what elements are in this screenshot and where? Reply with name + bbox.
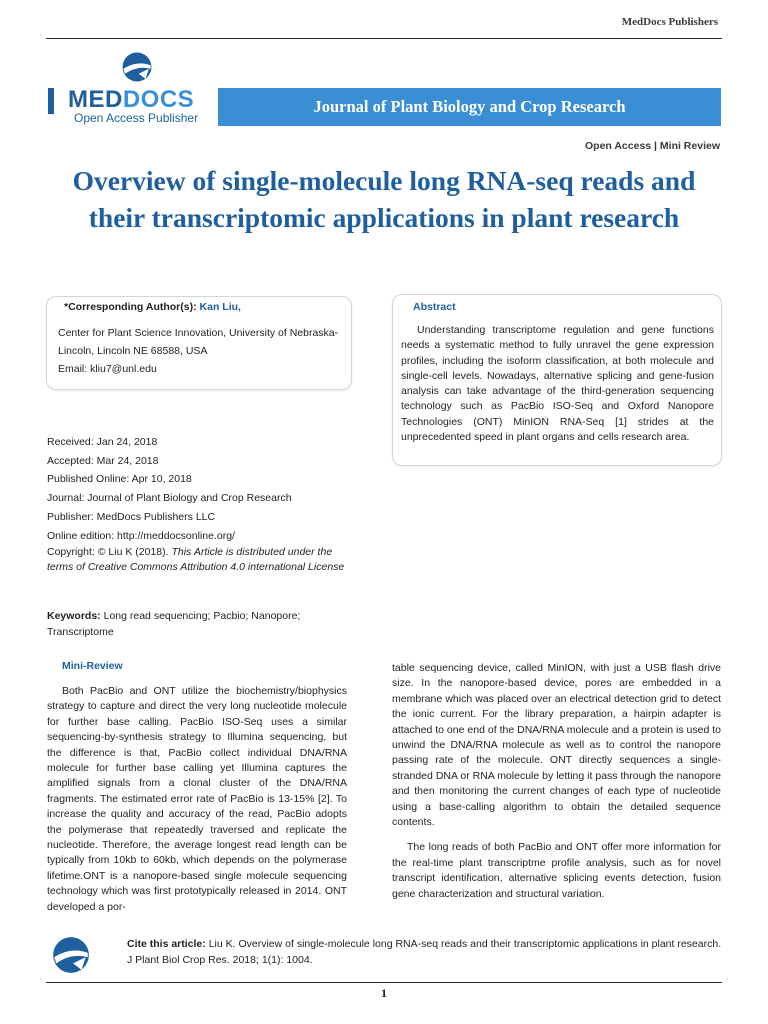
article-metadata xyxy=(47,433,347,575)
body-paragraph xyxy=(392,840,721,902)
abstract-heading: Abstract xyxy=(413,301,456,313)
article-title: Overview of single-molecule long RNA-seq reads and their transcriptomic applications in plant research xyxy=(72,165,696,233)
citation-text: Liu K. Overview of single-molecule long RNA-seq reads and their transcriptomic applications in plant research. J Plant Biol Crop Res. 2018; 1(1): 1004. xyxy=(127,938,722,966)
logo-tagline: Open Access Publisher xyxy=(74,111,199,125)
abstract-box xyxy=(392,294,722,466)
body-paragraph-text: Both PacBio and ONT utilize the biochemistry/biophysics strategy to capture and direct the very long nucleotide molecule for further base calling. PacBio ISO-Seq uses a similar sequencing-by-synthesis strategy to Illumina sequencing, but the difference is that, PacBio collect individual DNA/RNA molecule for further base calling yet Illumina captures the amplified signals from a clonal cluster of the DNA/RNA fragments. The estimated error rate of PacBio is 13-15% [2]. To increase the quality and accuracy of the read, PacBio adopts the polymerase that repeatedly traversed and replicate the nucleotide. Therefore, the average longest read length can be typically from 10kb to 60kb, which depends on the polymerase lifetime.ONT is a nanopore-based single molecule sequencing technology which was first prototypically released in 2014. ONT developed a por- xyxy=(47,685,347,913)
body-paragraph: table sequencing device, called MinION, with just a USB flash drive size. In the nanopore-based device, pores are embedded in a membrane which was placed over an electrical detection grid to detect the ionic current. For the library preparation, a hairpin adapter is attached to one end of the DNA/RNA molecule and a protein is used to unwind the DNA/RNA molecule as well as to control the nanopore passing rate of the molecule. ONT directly sequences a single-stranded DNA or RNA molecule by letting it pass through the nanopore and then monitoring the current changes of each type of nucleotide using a base-calling algorithm to obtain the detailed sequence contents. xyxy=(392,662,721,829)
citation xyxy=(127,936,727,968)
keywords-text: Long read sequencing; Pacbio; Nanopore; Transcriptome xyxy=(47,610,301,638)
author-info-box xyxy=(46,296,352,390)
top-divider xyxy=(46,38,722,39)
body-column-left xyxy=(47,684,347,926)
online-edition[interactable]: Online edition: http://meddocsonline.org/ xyxy=(47,529,235,542)
corresponding-author-name[interactable]: Kan Liu, xyxy=(199,301,241,313)
copyright-notice xyxy=(47,545,347,575)
keywords-label: Keywords: xyxy=(47,610,101,622)
corresponding-author xyxy=(64,301,241,313)
body-paragraph xyxy=(47,684,347,915)
copyright-text: Copyright: © Liu K (2018). xyxy=(47,546,169,559)
corresponding-author-label: *Corresponding Author(s): xyxy=(64,301,197,313)
author-email[interactable]: Email: kliu7@unl.edu xyxy=(58,363,157,375)
meddocs-logo-icon xyxy=(120,50,154,84)
abstract-text xyxy=(401,323,714,445)
logo-wordmark xyxy=(68,86,194,114)
logo-word-b: DOCS xyxy=(122,86,195,113)
keywords xyxy=(47,608,347,640)
page-number: 1 xyxy=(381,986,387,1000)
citation-label: Cite this article: xyxy=(127,938,206,950)
body-column-right xyxy=(392,661,721,912)
publisher-name-header: MedDocs Publishers xyxy=(621,16,718,28)
meddocs-mark-icon xyxy=(50,934,92,976)
author-affiliation: Center for Plant Science Innovation, University of Nebraska-Lincoln, Lincoln NE 68588, USA xyxy=(58,327,339,357)
accepted-date: Accepted: Mar 24, 2018 xyxy=(47,454,159,467)
body-paragraph-text: The long reads of both PacBio and ONT offer more information for the real-time plant transcriptme profile analysis, such as for novel transcript identification, alternative splicing events detection, fusion gene characterization and structural variation. xyxy=(392,841,721,900)
bottom-divider xyxy=(46,982,722,983)
journal-banner: Journal of Plant Biology and Crop Research xyxy=(218,88,721,126)
publisher-line: Publisher: MedDocs Publishers LLC xyxy=(47,510,216,523)
section-heading-mini-review: Mini-Review xyxy=(62,660,123,672)
access-type-label: Open Access | Mini Review xyxy=(584,140,720,152)
received-date: Received: Jan 24, 2018 xyxy=(47,436,158,448)
journal-name: Journal: Journal of Plant Biology and Crop Research xyxy=(47,492,292,505)
license-text: This Article is distributed under the terms of Creative Commons Attribution 4.0 international License xyxy=(47,546,345,574)
published-date: Published Online: Apr 10, 2018 xyxy=(47,473,192,486)
meddocs-logo xyxy=(62,48,212,128)
logo-word-a: MED xyxy=(68,86,123,113)
abstract-body: Understanding transcriptome regulation and gene functions needs a systematic method to fully unravel the gene expression profiles, including the isoform classification, at both molecule and single-cell levels. Nowadays, alternative splicing and gene-fusion analysis can take advantage of the third-generation sequencing technology such as PacBio ISO-Seq and Oxford Nanopore Technologies (ONT) MinION RNA-Seq [1] strides at the unprecedented speed in plant organs and cells research area. xyxy=(401,324,714,444)
logo-accent-bar xyxy=(48,88,54,114)
